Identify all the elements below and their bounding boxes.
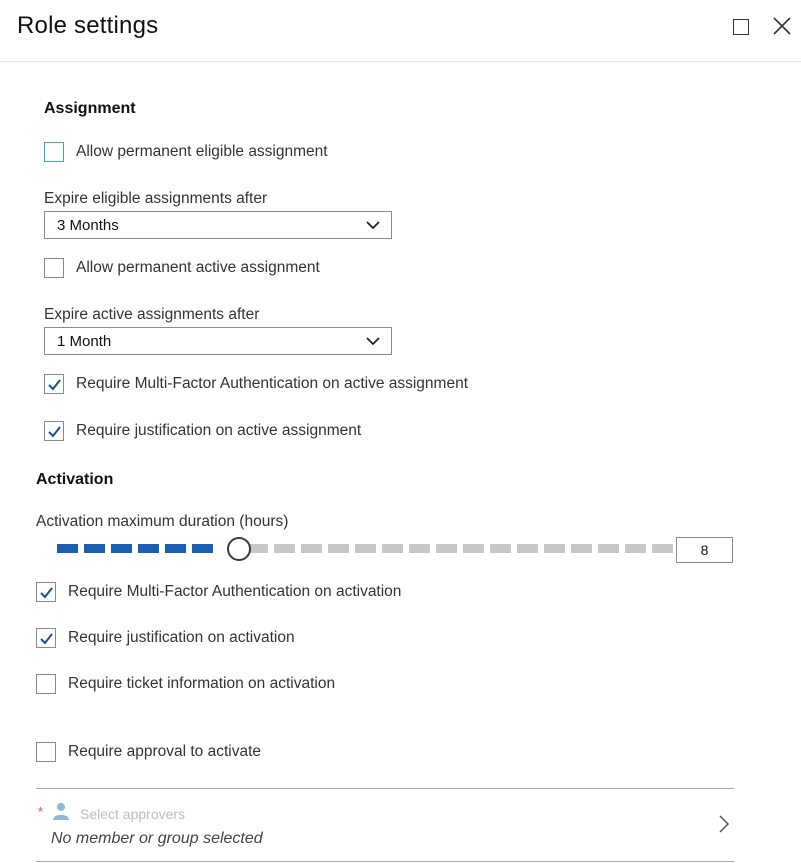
slider-segment — [328, 544, 349, 553]
require-approval-label: Require approval to activate — [68, 743, 262, 760]
checkbox-box[interactable] — [44, 258, 64, 278]
required-marker: * — [38, 804, 44, 819]
checkmark-icon — [47, 377, 62, 392]
require-ticket-checkbox[interactable] — [36, 674, 335, 694]
checkbox-box[interactable] — [44, 421, 64, 441]
allow-permanent-active-checkbox[interactable] — [44, 258, 320, 278]
require-mfa-activation-label: Require Multi-Factor Authentication on activation — [68, 583, 402, 600]
chevron-down-icon — [365, 219, 381, 231]
expire-eligible-label: Expire eligible assignments after — [44, 190, 268, 207]
allow-permanent-active-label: Allow permanent active assignment — [76, 259, 320, 276]
slider-segment — [84, 544, 105, 553]
allow-permanent-eligible-label: Allow permanent eligible assignment — [76, 143, 328, 160]
chevron-right-icon — [718, 814, 730, 834]
checkbox-box[interactable] — [44, 374, 64, 394]
checkmark-icon — [39, 585, 54, 600]
require-justification-activation-label: Require justification on activation — [68, 629, 295, 646]
expire-eligible-select[interactable] — [44, 211, 392, 239]
checkbox-box[interactable] — [36, 628, 56, 648]
slider-segment — [138, 544, 159, 553]
slider-thumb[interactable] — [227, 537, 251, 561]
max-duration-input[interactable]: 8 — [676, 537, 733, 563]
checkmark-icon — [47, 424, 62, 439]
assignment-heading: Assignment — [44, 100, 136, 117]
slider-segment — [409, 544, 430, 553]
slider-segment — [463, 544, 484, 553]
expire-eligible-value: 3 Months — [57, 217, 119, 234]
require-mfa-activation-checkbox[interactable] — [36, 582, 401, 602]
max-duration-slider[interactable] — [57, 535, 657, 561]
slider-segment — [355, 544, 376, 553]
require-approval-checkbox[interactable] — [36, 742, 261, 762]
allow-permanent-eligible-checkbox[interactable] — [44, 142, 328, 162]
divider — [36, 788, 734, 789]
maximize-icon[interactable] — [733, 19, 749, 35]
slider-segment — [544, 544, 565, 553]
slider-segment — [571, 544, 592, 553]
panel-title: Role settings — [17, 12, 159, 39]
slider-segment — [517, 544, 538, 553]
chevron-down-icon — [365, 335, 381, 347]
require-mfa-active-checkbox[interactable] — [44, 374, 468, 394]
slider-segment — [382, 544, 403, 553]
slider-segment — [625, 544, 646, 553]
expire-active-select[interactable] — [44, 327, 392, 355]
slider-segment — [165, 544, 186, 553]
select-approvers-label: Select approvers — [80, 806, 186, 822]
slider-segment — [274, 544, 295, 553]
slider-segment — [652, 544, 673, 553]
slider-segment — [192, 544, 213, 553]
select-approvers-value: No member or group selected — [51, 830, 263, 847]
select-approvers-picker[interactable] — [36, 790, 734, 862]
checkbox-box[interactable] — [44, 142, 64, 162]
checkbox-box[interactable] — [36, 674, 56, 694]
require-ticket-label: Require ticket information on activation — [68, 675, 336, 692]
slider-segment — [598, 544, 619, 553]
panel-header — [0, 0, 801, 62]
divider — [36, 861, 734, 862]
slider-segment — [301, 544, 322, 553]
slider-segment — [436, 544, 457, 553]
checkbox-box[interactable] — [36, 582, 56, 602]
require-justification-activation-checkbox[interactable] — [36, 628, 295, 648]
expire-active-value: 1 Month — [57, 333, 112, 350]
max-duration-label: Activation maximum duration (hours) — [36, 513, 289, 530]
slider-segment — [57, 544, 78, 553]
close-icon[interactable] — [771, 15, 793, 37]
user-icon — [52, 802, 70, 820]
require-justification-active-checkbox[interactable] — [44, 421, 361, 441]
slider-segment — [490, 544, 511, 553]
require-justification-active-label: Require justification on active assignment — [76, 422, 362, 439]
activation-heading: Activation — [36, 471, 114, 488]
checkbox-box[interactable] — [36, 742, 56, 762]
checkmark-icon — [39, 631, 54, 646]
expire-active-label: Expire active assignments after — [44, 306, 260, 323]
slider-segment — [111, 544, 132, 553]
require-mfa-active-label: Require Multi-Factor Authentication on active assignment — [76, 375, 469, 392]
